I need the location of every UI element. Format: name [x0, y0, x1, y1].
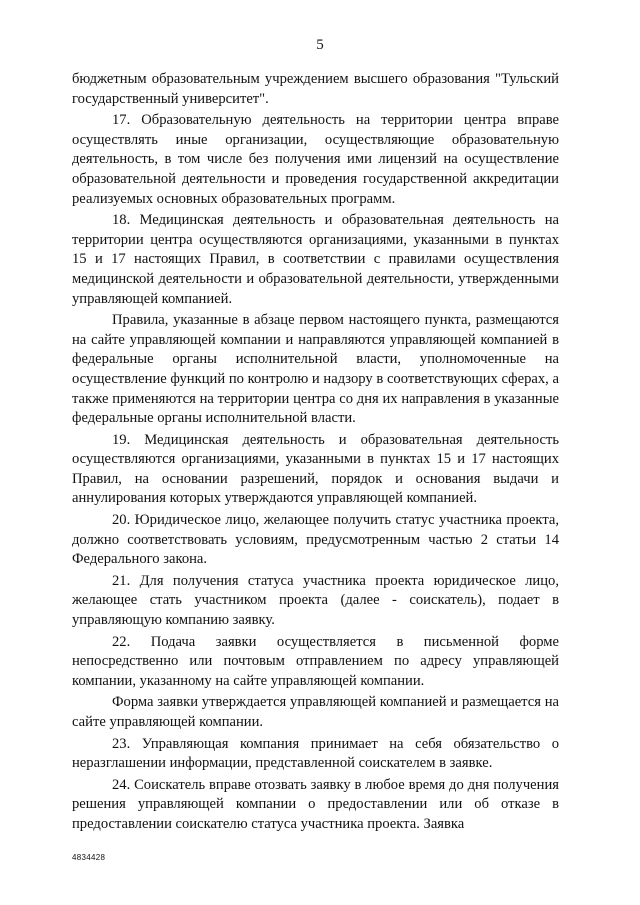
document-code: 4834428: [72, 853, 106, 862]
paragraph-item-19: 19. Медицинская деятельность и образовательная деятельность осуществляются организациями, указанными в пунктах 15 и 17 настоящих Правил, на основании разрешений, порядок и основания выдачи и аннулирования которых утверждаются управляющей компанией.: [72, 431, 559, 507]
paragraph-item-21: 21. Для получения статуса участника проекта юридическое лицо, желающее стать участником проекта (далее - соискатель), подает в управляющую компанию заявку.: [72, 572, 559, 629]
paragraph-item-23: 23. Управляющая компания принимает на себя обязательство о неразглашении информации, представленной соискателем в заявке.: [72, 735, 559, 772]
paragraph-item-18: 18. Медицинская деятельность и образовательная деятельность на территории центра осуществляются организациями, указанными в пунктах 15 и 17 настоящих Правил, в соответствии с правилами осуществления медицинской деятельности и образовательной деятельности, утвержденными управляющей компанией.: [72, 212, 559, 307]
document-body: [72, 70, 559, 837]
paragraph-item-18-rules: Правила, указанные в абзаце первом настоящего пункта, размещаются на сайте управляющей компании и направляются управляющей компанией в федеральные органы исполнительной власти, уполномоченные на осуществление функций по контролю и надзору в соответствующих сферах, а также применяются на территории центра со дня их направления в указанные федеральные органы исполнительной власти.: [72, 312, 559, 427]
paragraph-item-17: 17. Образовательную деятельность на территории центра вправе осуществлять иные организации, осуществляющие образовательную деятельность, в том числе без получения ими лицензий на осуществление образовательной деятельности и проведения государственной аккредитации реализуемых основных образовательных программ.: [72, 112, 559, 207]
paragraph-item-24: 24. Соискатель вправе отозвать заявку в любое время до дня получения решения управляющей компании о предоставлении или об отказе в предоставлении соискателю статуса участника проекта. Заявка: [72, 776, 559, 832]
page-number: 5: [316, 37, 324, 53]
paragraph-continuation: бюджетным образовательным учреждением высшего образования "Тульский государственный университет".: [72, 71, 559, 107]
paragraph-item-22: 22. Подача заявки осуществляется в письменной форме непосредственно или почтовым отправлением по адресу управляющей компании, указанному на сайте управляющей компании.: [72, 633, 559, 689]
paragraph-item-22-form: Форма заявки утверждается управляющей компанией и размещается на сайте управляющей компании.: [72, 694, 559, 730]
paragraph-item-20: 20. Юридическое лицо, желающее получить статус участника проекта, должно соответствовать условиям, предусмотренным частью 2 статьи 14 Федерального закона.: [72, 512, 559, 568]
